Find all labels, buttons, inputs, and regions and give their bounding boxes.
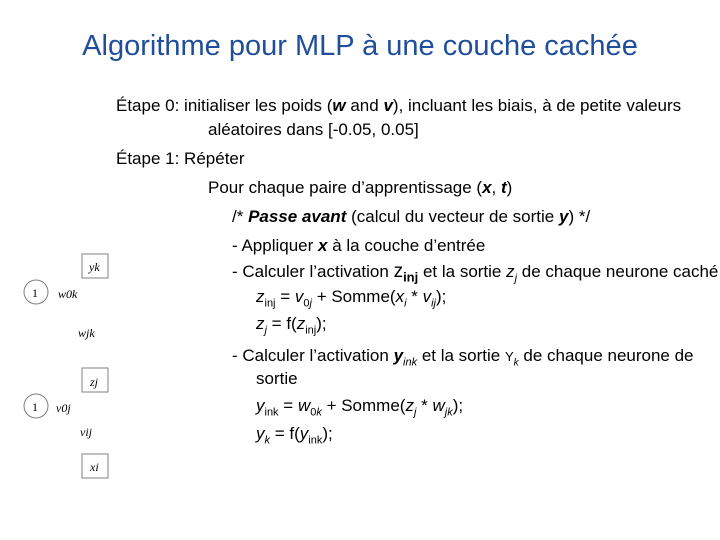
bias1-label: 1	[32, 286, 38, 300]
zj-label: zj	[90, 375, 99, 389]
apply-line: - Appliquer x à la couche d’entrée	[232, 236, 486, 255]
output-line1: - Calculer l’activation $y_{ink}$ et la sortie $Y_k$ de chaque neurone de	[232, 346, 694, 369]
hidden-neuron	[82, 368, 108, 392]
vij-label: vij	[80, 425, 92, 439]
bias-node-output	[24, 280, 48, 304]
network-diagram	[0, 240, 150, 500]
z-equation: $z_j = f(z_{inj})$;	[256, 314, 327, 337]
step0-line2: aléatoires dans [-0.05, 0.05]	[208, 120, 419, 139]
output-line2: sortie	[256, 369, 298, 388]
w0k-label: w0k	[58, 287, 78, 301]
wjk-label: wjk	[78, 326, 95, 340]
input-neuron	[82, 454, 108, 478]
y-equation: $y_k = f(y_{ink})$;	[256, 424, 333, 447]
step0-line1: Étape 0: initialiser les poids (w and v), incluant les biais, à de petite valeurs	[116, 96, 682, 115]
page-title: Algorithme pour MLP à une couche cachée	[82, 30, 638, 62]
forward-comment: /* Passe avant (calcul du vecteur de sortie y) */	[232, 207, 591, 226]
step1-line: Étape 1: Répéter	[116, 149, 245, 168]
pair-line: Pour chaque paire d’apprentissage (x, t)	[208, 178, 513, 197]
hidden-line: - Calculer l’activation $z_{inj}$ et la sortie $z_j$ de chaque neurone caché	[232, 261, 719, 285]
output-neuron	[82, 254, 108, 278]
xi-label: xi	[90, 460, 99, 474]
yk-label: yk	[89, 260, 100, 274]
bias2-label: 1	[32, 400, 38, 414]
v0j-label: v0j	[56, 401, 71, 415]
yin-equation: $y_{ink} = w_{0k}$ + $Somme(z_j * w_{jk})$;	[256, 396, 464, 419]
bias-node-hidden	[24, 394, 48, 418]
zin-equation: $z_{inj} = v_{0j}$ + $Somme(x_i * v_{ij})$;	[256, 287, 447, 310]
